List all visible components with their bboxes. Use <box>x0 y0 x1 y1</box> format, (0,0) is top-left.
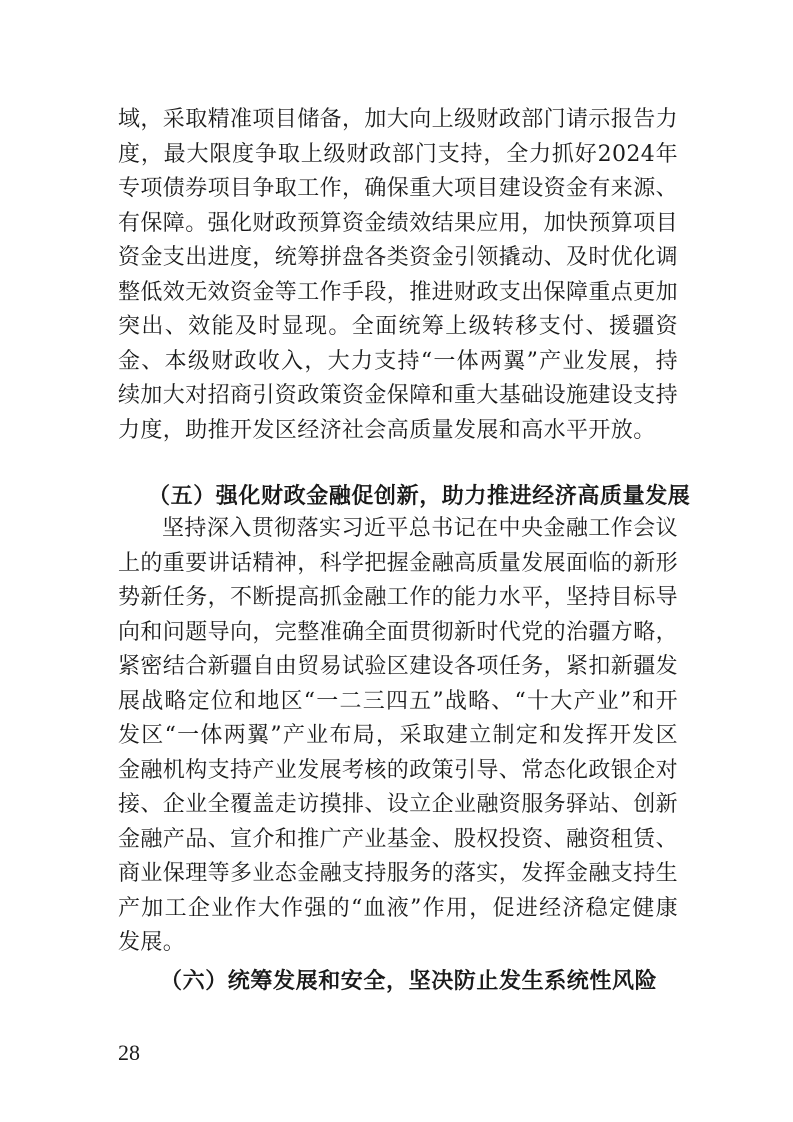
section-heading: （五）强化财政金融促创新，助力推进经济高质量发展 <box>148 483 691 509</box>
section-heading: （六）统筹发展和安全，坚决防止发生系统性风险 <box>160 968 658 994</box>
body-paragraph: 域，采取精准项目储备，加大向上级财政部门请示报告力度，最大限度争取上级财政部门支持，全力抓好2024年专项债券项目争取工作，确保重大项目建设资金有来源、有保障。强化财政预算资金绩效结果应用，加快预算项目资金支出进度，统筹拼盘各类资金引领撬动、及时优化调整低效无效资金等工作手段，推进财政支出保障重点更加突出、效能及时显现。全面统筹上级转移支付、援疆资金、本级财政收入，大力支持“一体两翼”产业发展，持续加大对招商引资政策资金保障和重大基础设施建设支持力度，助推开发区经济社会高质量发展和高水平开放。 <box>118 107 679 443</box>
body-paragraph: 坚持深入贯彻落实习近平总书记在中央金融工作会议上的重要讲话精神，科学把握金融高质量发展面临的新形势新任务，不断提高抓金融工作的能力水平，坚持目标导向和问题导向，完整准确全面贯彻新时代党的治疆方略，紧密结合新疆自由贸易试验区建设各项任务，紧扣新疆发展战略定位和地区“一二三四五”战略、“十大产业”和开发区“一体两翼”产业布局，采取建立制定和发挥开发区金融机构支持产业发展考核的政策引导、常态化政银企对接、企业全覆盖走访摸排、设立企业融资服务驿站、创新金融产品、宣介和推广产业基金、股权投资、融资租赁、商业保理等多业态金融支持服务的落实，发挥金融支持生产加工企业作大作强的“血液”作用，促进经济稳定健康发展。 <box>118 516 679 955</box>
page-number: 28 <box>118 1040 140 1065</box>
